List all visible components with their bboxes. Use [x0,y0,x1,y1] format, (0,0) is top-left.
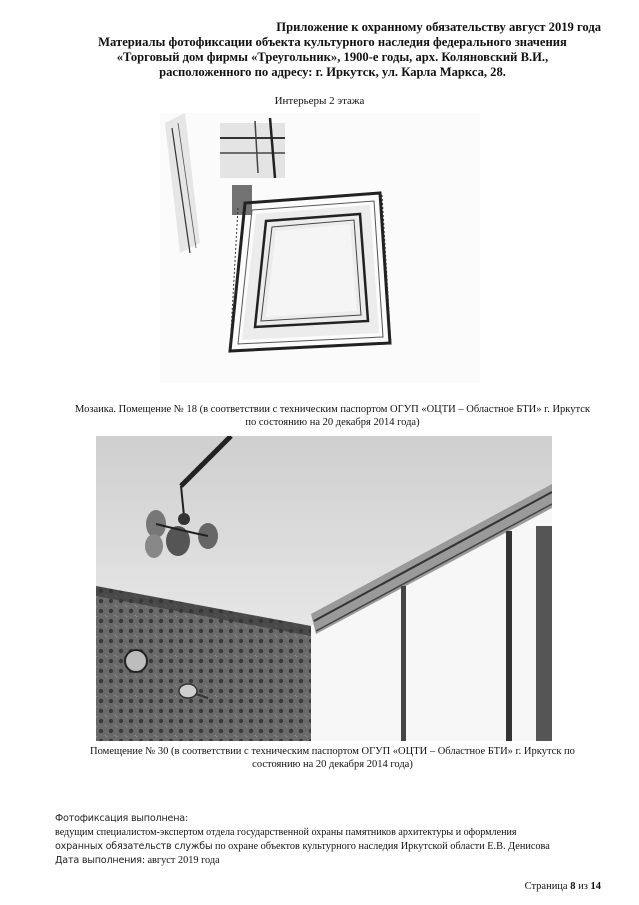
footer-line-2 [55,840,595,853]
page-number [525,881,601,892]
header-line-4: расположенного по адресу: г. Иркутск, ул. Карла Маркса, 28. [159,65,506,79]
footer-done-label: Фотофиксация выполнена: [55,813,189,824]
page-prefix: Страница [524,881,568,892]
section-title: Интерьеры 2 этажа [274,95,365,107]
header-line-3: «Торговый дом фирмы «Треугольник», 1900-е годы, арх. Коляновский В.И., [116,50,549,64]
page-of: из [578,881,588,892]
photo-2-caption-line-1: Помещение № 30 (в соответствии с техническим паспортом ОГУП «ОЦТИ – Областное БТИ» г. Иркутск по [90,746,575,757]
footer-line-2b: по охране объектов культурного наследия Иркутской области Е.В. Денисова [214,841,550,852]
footer-line-2a: охранных обязательств службы [55,841,213,852]
mosaic-floor-photo [160,113,480,383]
footer-date-value: август 2019 года [147,855,220,866]
header-line-2: Материалы фотофиксации объекта культурного наследия федерального значения [98,35,567,49]
photo-1-caption-line-1: Мозаика. Помещение № 18 (в соответствии с техническим паспортом ОГУП «ОЦТИ – Областное БТИ» г. Иркутск [75,404,590,415]
header-line-1: Приложение к охранному обязательству август 2019 года [276,20,601,34]
page-total: 14 [590,881,601,892]
footer-line-1: ведущим специалистом-экспертом отдела государственной охраны памятников архитектуры и оформления [55,827,517,838]
footer-date-row [55,854,595,867]
photo-2-caption-line-2: состоянию на 20 декабря 2014 года) [252,759,413,770]
footer-date-label: Дата выполнения: [55,855,145,866]
room-chandelier-photo [96,436,552,741]
photo-1-caption-line-2: по состоянию на 20 декабря 2014 года) [245,417,420,428]
page-current: 8 [570,881,576,892]
